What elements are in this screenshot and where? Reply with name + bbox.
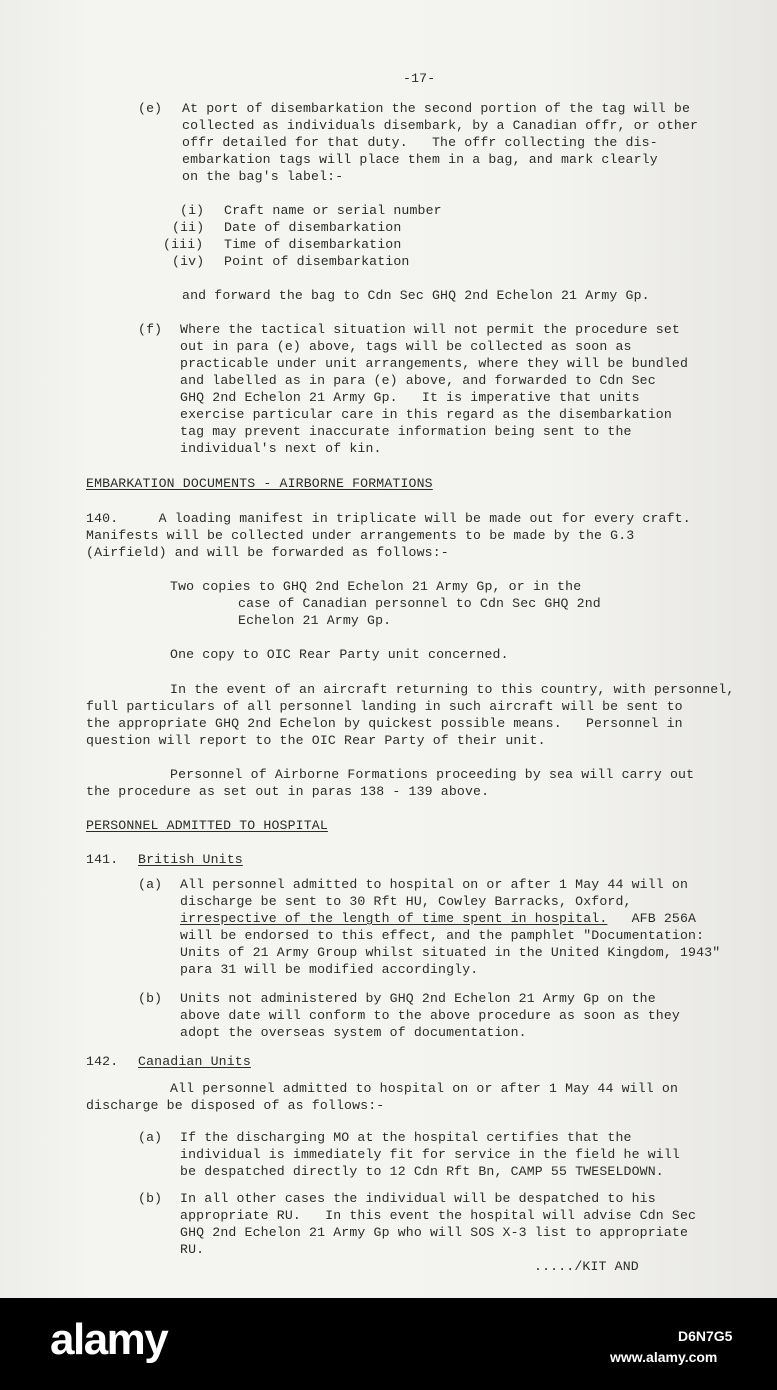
para-141-title: British Units	[138, 852, 243, 867]
continuation-mark: ...../KIT AND	[534, 1259, 639, 1274]
para-f-line: practicable under unit arrangements, where they will be bundled	[180, 356, 689, 371]
site-url: www.alamy.com	[610, 1349, 718, 1365]
para-f-label: (f)	[138, 322, 163, 337]
para-142-b-line: In all other cases the individual will be despatched to his	[180, 1191, 656, 1206]
return-line: the appropriate GHQ 2nd Echelon by quickest possible means. Personnel in	[86, 716, 683, 731]
para-f-line: and labelled as in para (e) above, and forwarded to Cdn Sec	[180, 373, 656, 388]
para-141-b-line: adopt the overseas system of documentation.	[180, 1025, 527, 1040]
para-e-line: on the bag's label:-	[182, 169, 344, 184]
list-item-text: Craft name or serial number	[224, 203, 442, 218]
list-item-number: (i)	[180, 203, 205, 218]
return-line: In the event of an aircraft returning to this country, with personnel,	[170, 682, 735, 697]
section-heading-embarkation: EMBARKATION DOCUMENTS - AIRBORNE FORMATIONS	[86, 476, 433, 491]
page-number: -17-	[403, 71, 436, 86]
para-142-b-line: RU.	[180, 1242, 205, 1257]
para-142-b-line: appropriate RU. In this event the hospital will advise Cdn Sec	[180, 1208, 697, 1223]
para-e-line: embarkation tags will place them in a bag, and mark clearly	[182, 152, 658, 167]
list-item-number: (iii)	[163, 237, 204, 252]
para-140-line: Manifests will be collected under arrangements to be made by the G.3	[86, 528, 635, 543]
para-140-line: (Airfield) and will be forwarded as follows:-	[86, 545, 449, 560]
return-line: question will report to the OIC Rear Party of their unit.	[86, 733, 546, 748]
para-142-title: Canadian Units	[138, 1054, 251, 1069]
para-f-line: individual's next of kin.	[180, 441, 382, 456]
one-copy-line: One copy to OIC Rear Party unit concerned.	[170, 647, 509, 662]
alamy-logo: alamy	[50, 1315, 168, 1364]
emphasis-underline: irrespective of the length of time spent in hospital.	[180, 911, 608, 926]
para-e-after: and forward the bag to Cdn Sec GHQ 2nd Echelon 21 Army Gp.	[182, 288, 650, 303]
para-f-line: exercise particular care in this regard as the disembarkation	[180, 407, 672, 422]
list-item-text: Time of disembarkation	[224, 237, 402, 252]
image-id: D6N7G5	[678, 1328, 733, 1344]
para-e-line: offr detailed for that duty. The offr collecting the dis-	[182, 135, 658, 150]
list-item-text: Point of disembarkation	[224, 254, 410, 269]
para-142-a-label: (a)	[138, 1130, 163, 1145]
list-item-number: (ii)	[172, 220, 205, 235]
para-141-b-label: (b)	[138, 991, 163, 1006]
copies-line: case of Canadian personnel to Cdn Sec GHQ 2nd	[238, 596, 601, 611]
para-f-line: tag may prevent inaccurate information being sent to the	[180, 424, 632, 439]
para-141-a-line: discharge be sent to 30 Rft HU, Cowley Barracks, Oxford,	[180, 894, 632, 909]
list-item-text: Date of disembarkation	[224, 220, 402, 235]
para-e-line: At port of disembarkation the second portion of the tag will be	[182, 101, 691, 116]
para-141-number: 141.	[86, 852, 119, 867]
para-142-intro: discharge be disposed of as follows:-	[86, 1098, 385, 1113]
para-142-intro: All personnel admitted to hospital on or after 1 May 44 will on	[170, 1081, 679, 1096]
para-141-a-line-wrap	[180, 910, 696, 927]
para-141-a-line: All personnel admitted to hospital on or after 1 May 44 will on	[180, 877, 689, 892]
para-142-a-line: individual is immediately fit for service in the field he will	[180, 1147, 680, 1162]
para-141-b-line: Units not administered by GHQ 2nd Echelon 21 Army Gp on the	[180, 991, 656, 1006]
return-line: full particulars of all personnel landing in such aircraft will be sent to	[86, 699, 683, 714]
para-142-a-line: be despatched directly to 12 Cdn Rft Bn, CAMP 55 TWESELDOWN.	[180, 1164, 664, 1179]
para-f-line: out in para (e) above, tags will be collected as soon as	[180, 339, 632, 354]
para-141-a-line: Units of 21 Army Group whilst situated in the United Kingdom, 1943"	[180, 945, 721, 960]
sea-line: the procedure as set out in paras 138 - 139 above.	[86, 784, 490, 799]
form-reference: AFB 256A	[607, 911, 697, 926]
para-e-label: (e)	[138, 101, 163, 116]
para-141-a-label: (a)	[138, 877, 163, 892]
para-142-b-line: GHQ 2nd Echelon 21 Army Gp who will SOS X-3 list to appropriate	[180, 1225, 689, 1240]
para-f-line: Where the tactical situation will not permit the procedure set	[180, 322, 680, 337]
para-142-b-label: (b)	[138, 1191, 163, 1206]
copies-line: Two copies to GHQ 2nd Echelon 21 Army Gp, or in the	[170, 579, 582, 594]
list-item-number: (iv)	[172, 254, 205, 269]
para-e-line: collected as individuals disembark, by a Canadian offr, or other	[182, 118, 699, 133]
section-heading-hospital: PERSONNEL ADMITTED TO HOSPITAL	[86, 818, 328, 833]
para-142-a-line: If the discharging MO at the hospital certifies that the	[180, 1130, 632, 1145]
sea-line: Personnel of Airborne Formations proceeding by sea will carry out	[170, 767, 695, 782]
para-142-number: 142.	[86, 1054, 119, 1069]
para-140-line: 140. A loading manifest in triplicate will be made out for every craft.	[86, 511, 691, 526]
para-141-b-line: above date will conform to the above procedure as soon as they	[180, 1008, 680, 1023]
para-141-a-line: para 31 will be modified accordingly.	[180, 962, 479, 977]
para-141-a-line: will be endorsed to this effect, and the pamphlet "Documentation:	[180, 928, 705, 943]
copies-line: Echelon 21 Army Gp.	[238, 613, 392, 628]
para-f-line: GHQ 2nd Echelon 21 Army Gp. It is imperative that units	[180, 390, 640, 405]
